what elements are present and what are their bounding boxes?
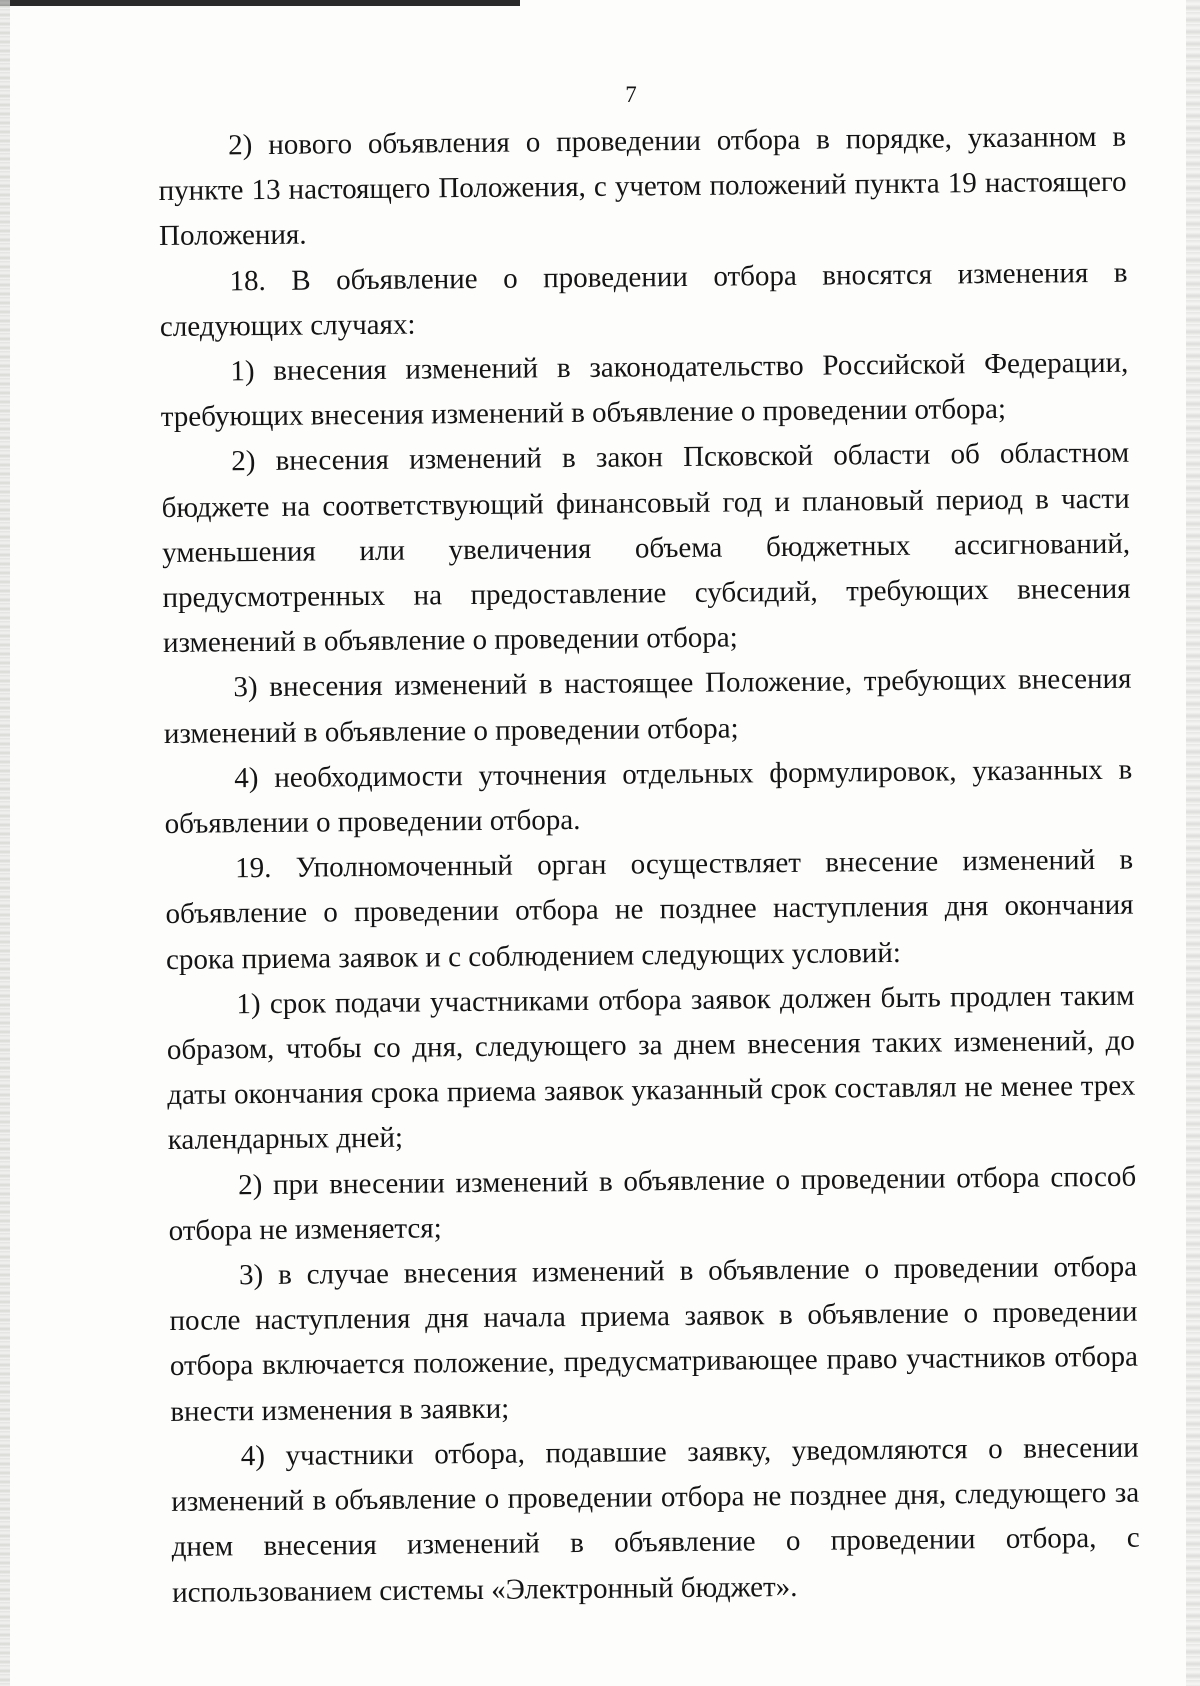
paragraph-clause-19-item-4: 4) участники отбора, подавшие заявку, уведомляются о внесении изменений в объявление о проведении отбора не позднее дня, следующего за днем внесения изменений в объявление о проведении отбора, с использованием системы «Электронный бюджет». xyxy=(171,1431,1140,1609)
paragraph-clause-19-item-3: 3) в случае внесения изменений в объявление о проведении отбора после наступления дня начала приема заявок в объявление о проведении отбора включается положение, предусматривающее право участников отбора внести изменения в заявки; xyxy=(169,1250,1139,1428)
paragraph-clause-18-item-3: 3) внесения изменений в настоящее Положение, требующих внесения изменений в объявление о проведении отбора; xyxy=(163,663,1132,750)
paragraph-clause-18-item-2: 2) внесения изменений в закон Псковской области об областном бюджете на соответствующий финансовый год и плановый период в части уменьшения или увеличения объема бюджетных ассигнований, предусмотренных на предоставление субсидий, требующих внесения изменений в объявление о проведении отбора; xyxy=(161,437,1131,660)
paragraph-clause-18-item-1: 1) внесения изменений в законодательство Российской Федерации, требующих внесения изменений в объявление о проведении отбора; xyxy=(160,346,1129,434)
scan-left-edge xyxy=(0,0,10,1686)
scan-top-border xyxy=(0,0,520,6)
paragraph-clause-19-item-2: 2) при внесении изменений в объявление о проведении отбора способ отбора не изменяется; xyxy=(168,1160,1137,1247)
paragraph-clause-18-item-4: 4) необходимости уточнения отдельных формулировок, указанных в объявлении о проведении отбора. xyxy=(164,753,1133,841)
page-number: 7 xyxy=(625,82,637,107)
paragraph-clause-19: 19. Уполномоченный орган осуществляет внесение изменений в объявление о проведении отбора не позднее наступления дня окончания срока приема заявок и с соблюдением следующих условий: xyxy=(165,843,1134,976)
scan-right-edge xyxy=(1186,0,1200,1686)
paragraph-clause-19-item-1: 1) срок подачи участниками отбора заявок должен быть продлен таким образом, чтобы со дня, следующего за днем внесения таких изменений, до даты окончания срока приема заявок указанный срок составлял не менее трех календарных дней; xyxy=(166,979,1136,1157)
document-body xyxy=(158,115,1140,1616)
paragraph-item-2-new-announcement: 2) нового объявления о проведении отбора в порядке, указанном в пункте 13 настоящего Положения, с учетом положений пункта 19 настоящего Положения. xyxy=(158,120,1127,253)
paragraph-clause-18: 18. В объявление о проведении отбора вносятся изменения в следующих случаях: xyxy=(159,256,1128,343)
